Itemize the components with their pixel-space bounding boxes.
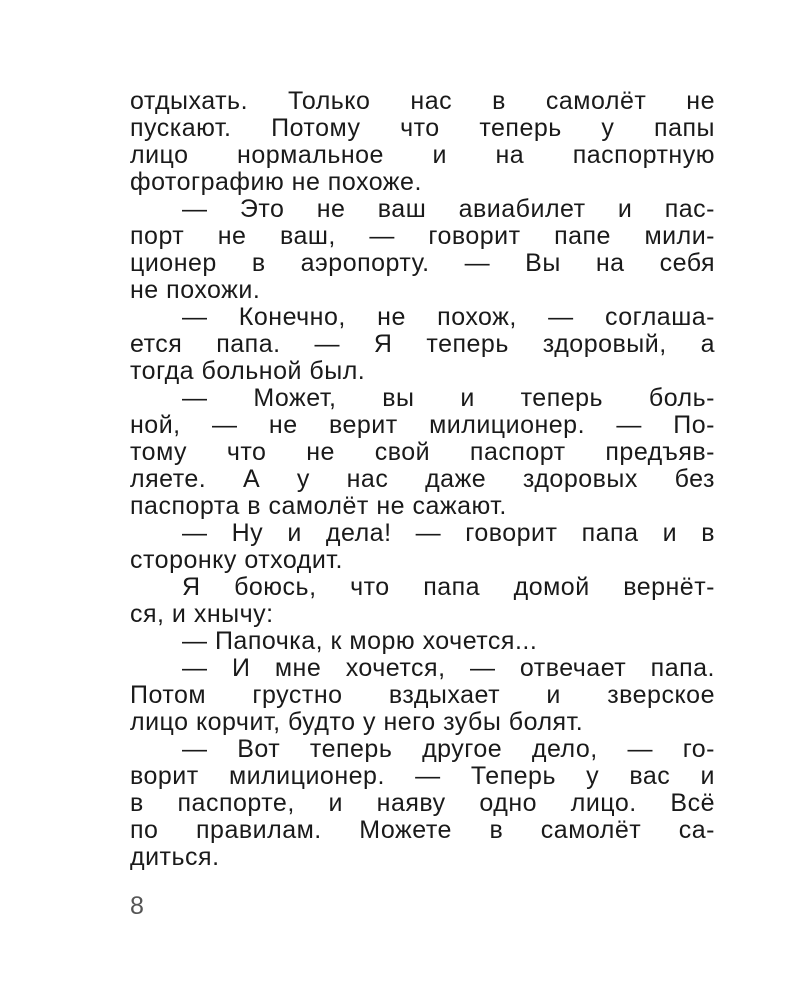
text-line: пускают. Потому что теперь у папы bbox=[130, 115, 715, 142]
text-line: не похожи. bbox=[130, 277, 261, 304]
text-line: ной, — не верит милиционер. — По- bbox=[130, 412, 715, 439]
body-text bbox=[130, 88, 715, 871]
text-line: Потом грустно вздыхает и зверское bbox=[130, 682, 715, 709]
text-line: лицо нормальное и на паспортную bbox=[130, 142, 715, 169]
text-line: — Ну и дела! — говорит папа и в bbox=[182, 520, 715, 547]
text-line: ется папа. — Я теперь здоровый, а bbox=[130, 331, 715, 358]
text-line: диться. bbox=[130, 844, 220, 871]
text-line: лицо корчит, будто у него зубы болят. bbox=[130, 709, 584, 736]
text-line: фотографию не похоже. bbox=[130, 169, 422, 196]
page-number: 8 bbox=[130, 892, 144, 920]
text-line: — Это не ваш авиабилет и пас- bbox=[182, 196, 715, 223]
text-line: тому что не свой паспорт предъяв- bbox=[130, 439, 715, 466]
text-line: сторонку отходит. bbox=[130, 547, 343, 574]
text-line: ворит милиционер. — Теперь у вас и bbox=[130, 763, 715, 790]
text-line: Я боюсь, что папа домой вернёт- bbox=[182, 574, 715, 601]
text-line: — И мне хочется, — отвечает папа. bbox=[182, 655, 715, 682]
text-line: ционер в аэропорту. — Вы на себя bbox=[130, 250, 715, 277]
text-line: паспорта в самолёт не сажают. bbox=[130, 493, 507, 520]
text-line: по правилам. Можете в самолёт са- bbox=[130, 817, 715, 844]
text-line: ся, и хнычу: bbox=[130, 601, 274, 628]
text-line: ляете. А у нас даже здоровых без bbox=[130, 466, 715, 493]
text-line: — Вот теперь другое дело, — го- bbox=[182, 736, 715, 763]
text-line: — Конечно, не похож, — соглаша- bbox=[182, 304, 715, 331]
text-line: — Папочка, к морю хочется... bbox=[182, 628, 538, 655]
text-line: тогда больной был. bbox=[130, 358, 366, 385]
text-line: в паспорте, и наяву одно лицо. Всё bbox=[130, 790, 715, 817]
text-line: — Может, вы и теперь боль- bbox=[182, 385, 715, 412]
text-line: отдыхать. Только нас в самолёт не bbox=[130, 88, 715, 115]
text-line: порт не ваш, — говорит папе мили- bbox=[130, 223, 715, 250]
